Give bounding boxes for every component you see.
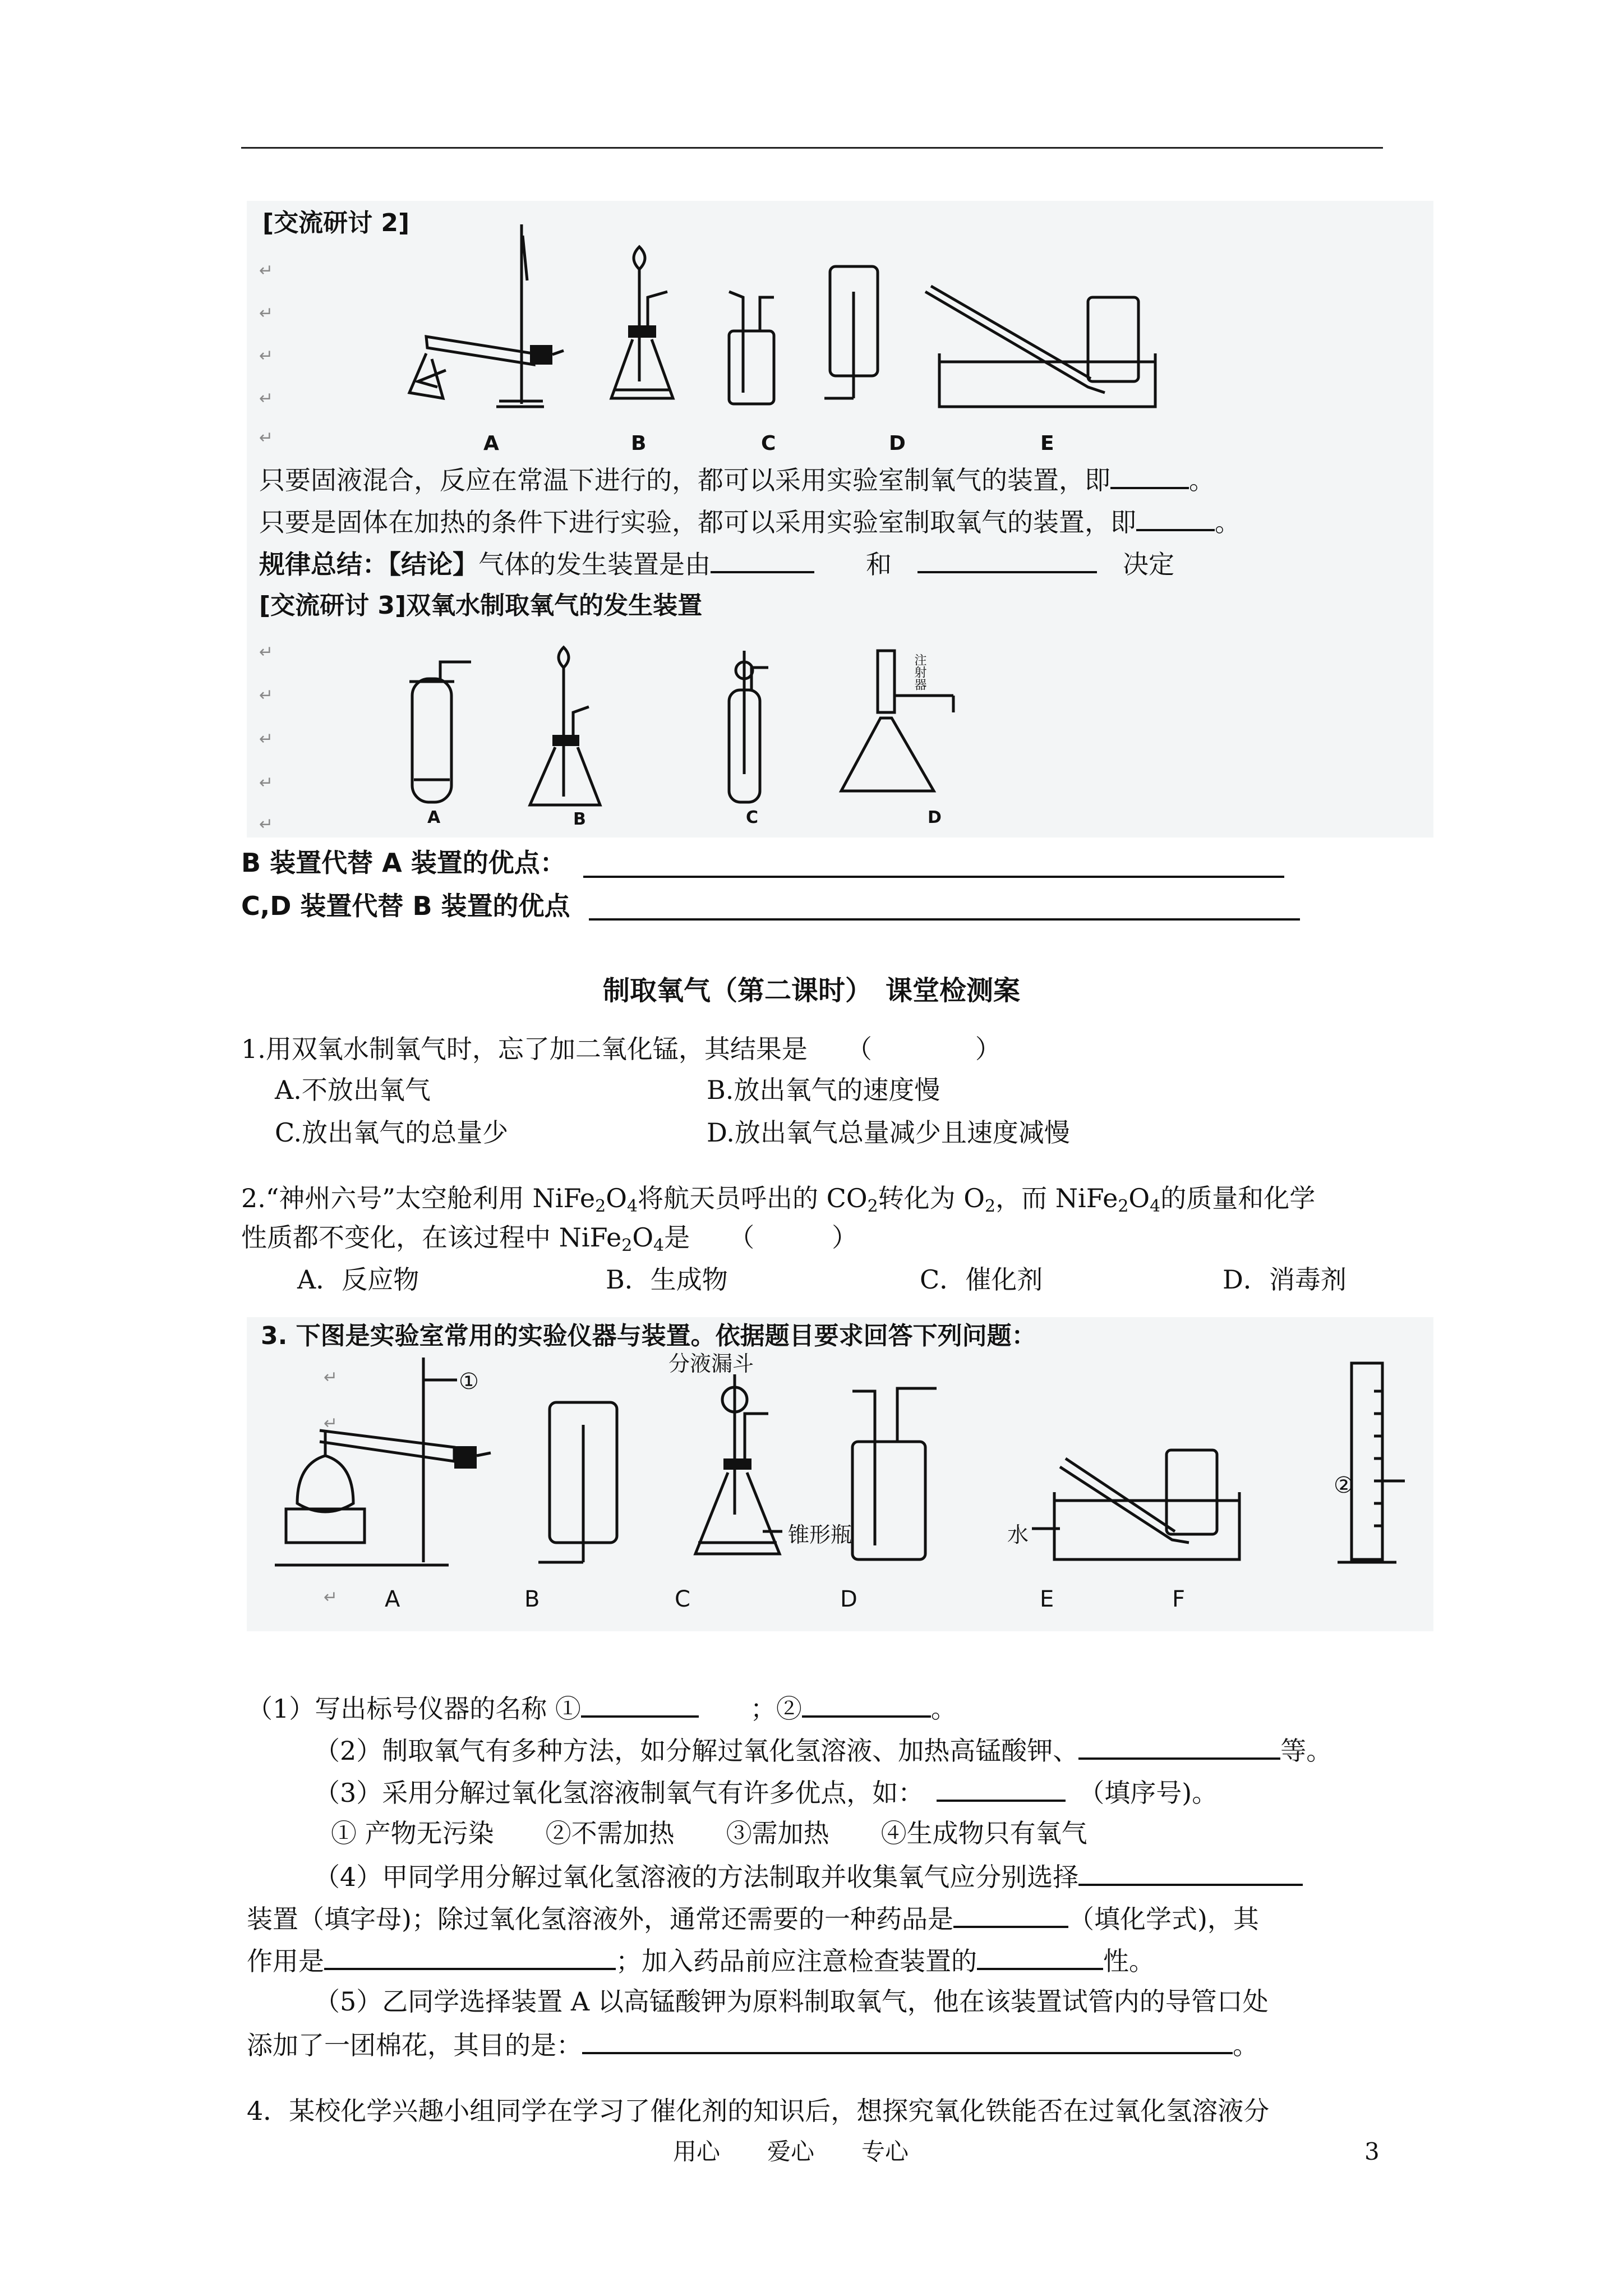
answer-blank[interactable]	[1078, 1736, 1280, 1760]
answer-blank[interactable]	[1136, 508, 1215, 531]
apparatus-label-q3f: F	[1172, 1586, 1186, 1612]
q3-part1: （1）写出标号仪器的名称 ① ；② 。	[247, 1694, 957, 1724]
return-mark: ↵	[324, 1414, 338, 1433]
q2-option-b[interactable]: B．生成物	[606, 1264, 728, 1295]
q3-part5-line2: 添加了一团棉花，其目的是： 。	[247, 2030, 1258, 2060]
answer-blank[interactable]	[937, 1778, 1066, 1802]
syringe-label: 注射器	[912, 654, 926, 691]
label-mark-2: ②	[1334, 1473, 1354, 1498]
return-mark: ↵	[324, 1588, 338, 1607]
q2-option-d[interactable]: D．消毒剂	[1223, 1264, 1347, 1295]
return-mark: ↵	[259, 261, 274, 280]
q1-option-a[interactable]: A.不放出氧气	[275, 1075, 431, 1105]
answer-blank[interactable]	[1078, 1862, 1303, 1886]
q2-option-a[interactable]: A．反应物	[297, 1264, 419, 1295]
apparatus-q3d	[852, 1388, 937, 1559]
q3-part4-line2: 装置（填字母)；除过氧化氢溶液外，通常还需要的一种药品是 （填化学式)，其	[247, 1904, 1259, 1934]
q2-stem-line2: 性质都不变化，在该过程中 $NiFe_2O_4$是 （ ）	[241, 1222, 858, 1255]
footer-motto: 用心 爱心 专心	[673, 2138, 909, 2165]
exchange-heading-3: [交流研讨 3]双氧水制取氧气的发生装置	[259, 591, 703, 620]
apparatus-figure-3	[393, 645, 1038, 813]
answer-blank[interactable]	[582, 2031, 1233, 2054]
label-water: 水	[1007, 1522, 1029, 1547]
return-mark: ↵	[259, 303, 274, 323]
q3-part4-line3: 作用是 ；加入药品前应注意检查装置的 性。	[247, 1946, 1155, 1976]
q3-stem: 3. 下图是实验室常用的实验仪器与装置。依据题目要求回答下列问题：	[261, 1322, 1036, 1350]
apparatus-label-q3c: C	[675, 1586, 690, 1612]
return-mark: ↵	[259, 773, 274, 793]
apparatus-label-q3e: E	[1040, 1586, 1054, 1612]
answer-blank[interactable]	[953, 1904, 1068, 1928]
apparatus-3c	[729, 651, 768, 802]
q1-option-b[interactable]: B.放出氧气的速度慢	[707, 1075, 940, 1105]
apparatus-label-q3d: D	[840, 1586, 857, 1612]
q4-stem: 4．某校化学兴趣小组同学在学习了催化剂的知识后，想探究氧化铁能否在过氧化氢溶液分	[247, 2096, 1270, 2126]
return-mark: ↵	[259, 346, 274, 366]
apparatus-label-3c: C	[746, 808, 759, 827]
q1-option-c[interactable]: C.放出氧气的总量少	[275, 1117, 509, 1148]
answer-blank[interactable]	[802, 1694, 931, 1718]
q3-part3: （3）采用分解过氧化氢溶液制氧气有许多优点，如： （填序号)。	[314, 1778, 1218, 1808]
apparatus-3d	[841, 651, 953, 791]
apparatus-label-q3a: A	[385, 1586, 400, 1612]
apparatus-label-2c: C	[761, 432, 776, 455]
return-mark: ↵	[259, 815, 274, 834]
header-rule	[241, 147, 1383, 149]
apparatus-q3f	[1338, 1363, 1405, 1562]
q1-option-d[interactable]: D.放出氧气总量减少且速度减慢	[707, 1117, 1070, 1148]
apparatus-label-2e: E	[1040, 432, 1054, 455]
question-cd-advantage: C,D 装置代替 B 装置的优点	[241, 891, 570, 921]
answer-line[interactable]	[589, 918, 1300, 921]
answer-blank[interactable]	[324, 1947, 616, 1970]
label-funnel: 分液漏斗	[668, 1351, 754, 1376]
apparatus-label-3a: A	[427, 808, 441, 827]
rule-summary: 规律总结：【结论】气体的发生装置是由 和 决定	[259, 549, 1174, 579]
q2-option-c[interactable]: C．催化剂	[920, 1264, 1043, 1295]
apparatus-label-q3b: B	[524, 1586, 540, 1612]
page-number: 3	[1364, 2138, 1380, 2165]
answer-blank[interactable]	[977, 1947, 1103, 1970]
rule-line-2: 只要是固体在加热的条件下进行实验，都可以采用实验室制取氧气的装置，即 。	[259, 507, 1241, 537]
page-title: 制取氧气（第二课时） 课堂检测案	[602, 975, 1020, 1006]
q3-part3-options: ① 产物无污染 ②不需加热 ③需加热 ④生成物只有氧气	[331, 1818, 1087, 1848]
apparatus-2e	[925, 286, 1155, 407]
answer-blank[interactable]	[917, 550, 1097, 573]
apparatus-2a	[409, 224, 564, 407]
q3-part5-line1: （5）乙同学选择装置 A 以高锰酸钾为原料制取氧气，他在该装置试管内的导管口处	[314, 1986, 1269, 2017]
apparatus-q3b	[538, 1402, 617, 1562]
q3-part2: （2）制取氧气有多种方法，如分解过氧化氢溶液、加热高锰酸钾、 等。	[314, 1736, 1332, 1766]
q2-stem-line1: 2.“神州六号”太空舱利用 $NiFe_2O_4$将航天员呼出的 $CO_2$转化为 $O_2$，而 $NiFe_2O_4$的质量和化学	[241, 1183, 1316, 1216]
apparatus-label-2a: A	[483, 432, 499, 455]
label-flask: 锥形瓶	[788, 1522, 852, 1547]
apparatus-2b	[611, 247, 673, 398]
return-mark: ↵	[259, 729, 274, 749]
return-mark: ↵	[259, 642, 274, 662]
q1-stem: 1.用双氧水制氧气时，忘了加二氧化锰，其结果是 （ ）	[241, 1034, 1001, 1064]
rule-line-1: 只要固液混合，反应在常温下进行的，都可以采用实验室制氧气的装置，即 。	[259, 465, 1215, 495]
apparatus-3a	[409, 662, 471, 802]
apparatus-label-2d: D	[889, 432, 906, 455]
label-mark-1: ①	[459, 1369, 479, 1395]
return-mark: ↵	[259, 389, 274, 408]
return-mark: ↵	[324, 1368, 338, 1387]
apparatus-figure-2	[393, 213, 1189, 466]
return-mark: ↵	[259, 428, 274, 448]
exchange-heading-2: [交流研讨 2]	[262, 209, 410, 237]
question-b-advantage: B 装置代替 A 装置的优点：	[241, 848, 566, 878]
apparatus-figure-q3	[264, 1346, 1419, 1599]
q3-part4-line1: （4）甲同学用分解过氧化氢溶液的方法制取并收集氧气应分别选择	[314, 1862, 1303, 1890]
apparatus-label-3b: B	[573, 809, 586, 829]
apparatus-2d	[824, 266, 878, 398]
apparatus-label-3d: D	[928, 808, 942, 827]
apparatus-q3e	[1054, 1450, 1239, 1559]
answer-blank[interactable]	[1110, 466, 1189, 489]
apparatus-q3c	[695, 1374, 780, 1554]
apparatus-label-2b: B	[631, 432, 647, 455]
apparatus-3b	[530, 647, 600, 805]
apparatus-2c	[729, 292, 774, 404]
answer-blank[interactable]	[581, 1694, 699, 1718]
return-mark: ↵	[259, 685, 274, 705]
answer-blank[interactable]	[711, 550, 814, 573]
answer-line[interactable]	[583, 876, 1284, 878]
